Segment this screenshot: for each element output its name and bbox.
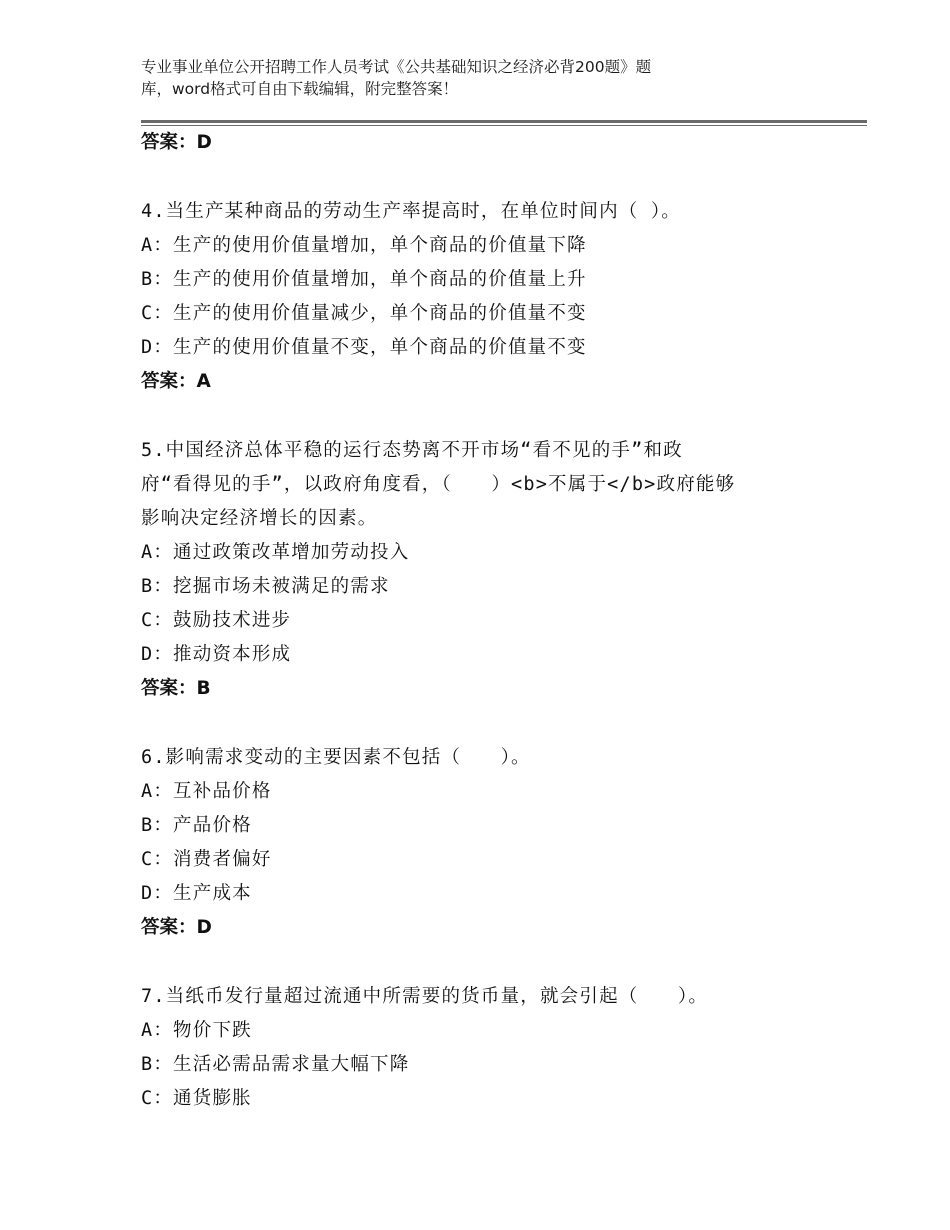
question-6-option-c: C：消费者偏好 xyxy=(141,849,272,870)
document-header xyxy=(141,56,781,100)
question-4-option-b: B：生产的使用价值量增加，单个商品的价值量上升 xyxy=(141,269,587,290)
question-6-option-a: A：互补品价格 xyxy=(141,781,272,802)
header-divider-thick xyxy=(141,120,867,123)
previous-answer: 答案：D xyxy=(141,132,212,153)
question-5-answer: 答案：B xyxy=(141,678,211,699)
question-5-stem-line-2: 府“看得见的手”，以政府角度看，（ ）<b>不属于</b>政府能够 xyxy=(141,474,736,495)
question-7-stem: 7.当纸币发行量超过流通中所需要的货币量，就会引起（ ）。 xyxy=(141,986,709,1007)
question-5-option-c: C：鼓励技术进步 xyxy=(141,610,292,631)
question-6-option-d: D：生产成本 xyxy=(141,883,252,904)
question-7-option-c: C：通货膨胀 xyxy=(141,1088,252,1109)
question-5-option-a: A：通过政策改革增加劳动投入 xyxy=(141,542,410,563)
question-5-stem-line-1: 5.中国经济总体平稳的运行态势离不开市场“看不见的手”和政 xyxy=(141,440,683,461)
question-4-option-c: C：生产的使用价值量减少，单个商品的价值量不变 xyxy=(141,303,587,324)
question-4-stem: 4.当生产某种商品的劳动生产率提高时，在单位时间内（ ）。 xyxy=(141,201,681,222)
question-7-option-a: A：物价下跌 xyxy=(141,1020,252,1041)
question-6-option-b: B：产品价格 xyxy=(141,815,252,836)
question-4-option-a: A：生产的使用价值量增加，单个商品的价值量下降 xyxy=(141,235,587,256)
question-4-option-d: D：生产的使用价值量不变，单个商品的价值量不变 xyxy=(141,337,587,358)
question-4-answer: 答案：A xyxy=(141,371,211,392)
question-6-stem: 6.影响需求变动的主要因素不包括（ ）。 xyxy=(141,747,531,768)
header-divider-thin xyxy=(141,125,867,126)
question-5-option-d: D：推动资本形成 xyxy=(141,644,292,665)
question-6-answer: 答案：D xyxy=(141,917,212,938)
question-7-option-b: B：生活必需品需求量大幅下降 xyxy=(141,1054,410,1075)
question-5-option-b: B：挖掘市场未被满足的需求 xyxy=(141,576,390,597)
header-title-line-2: 库，word格式可自由下载编辑，附完整答案！ xyxy=(141,80,459,98)
question-5-stem-line-3: 影响决定经济增长的因素。 xyxy=(141,508,378,529)
header-title-line-1: 专业事业单位公开招聘工作人员考试《公共基础知识之经济必背200题》题 xyxy=(141,58,652,76)
